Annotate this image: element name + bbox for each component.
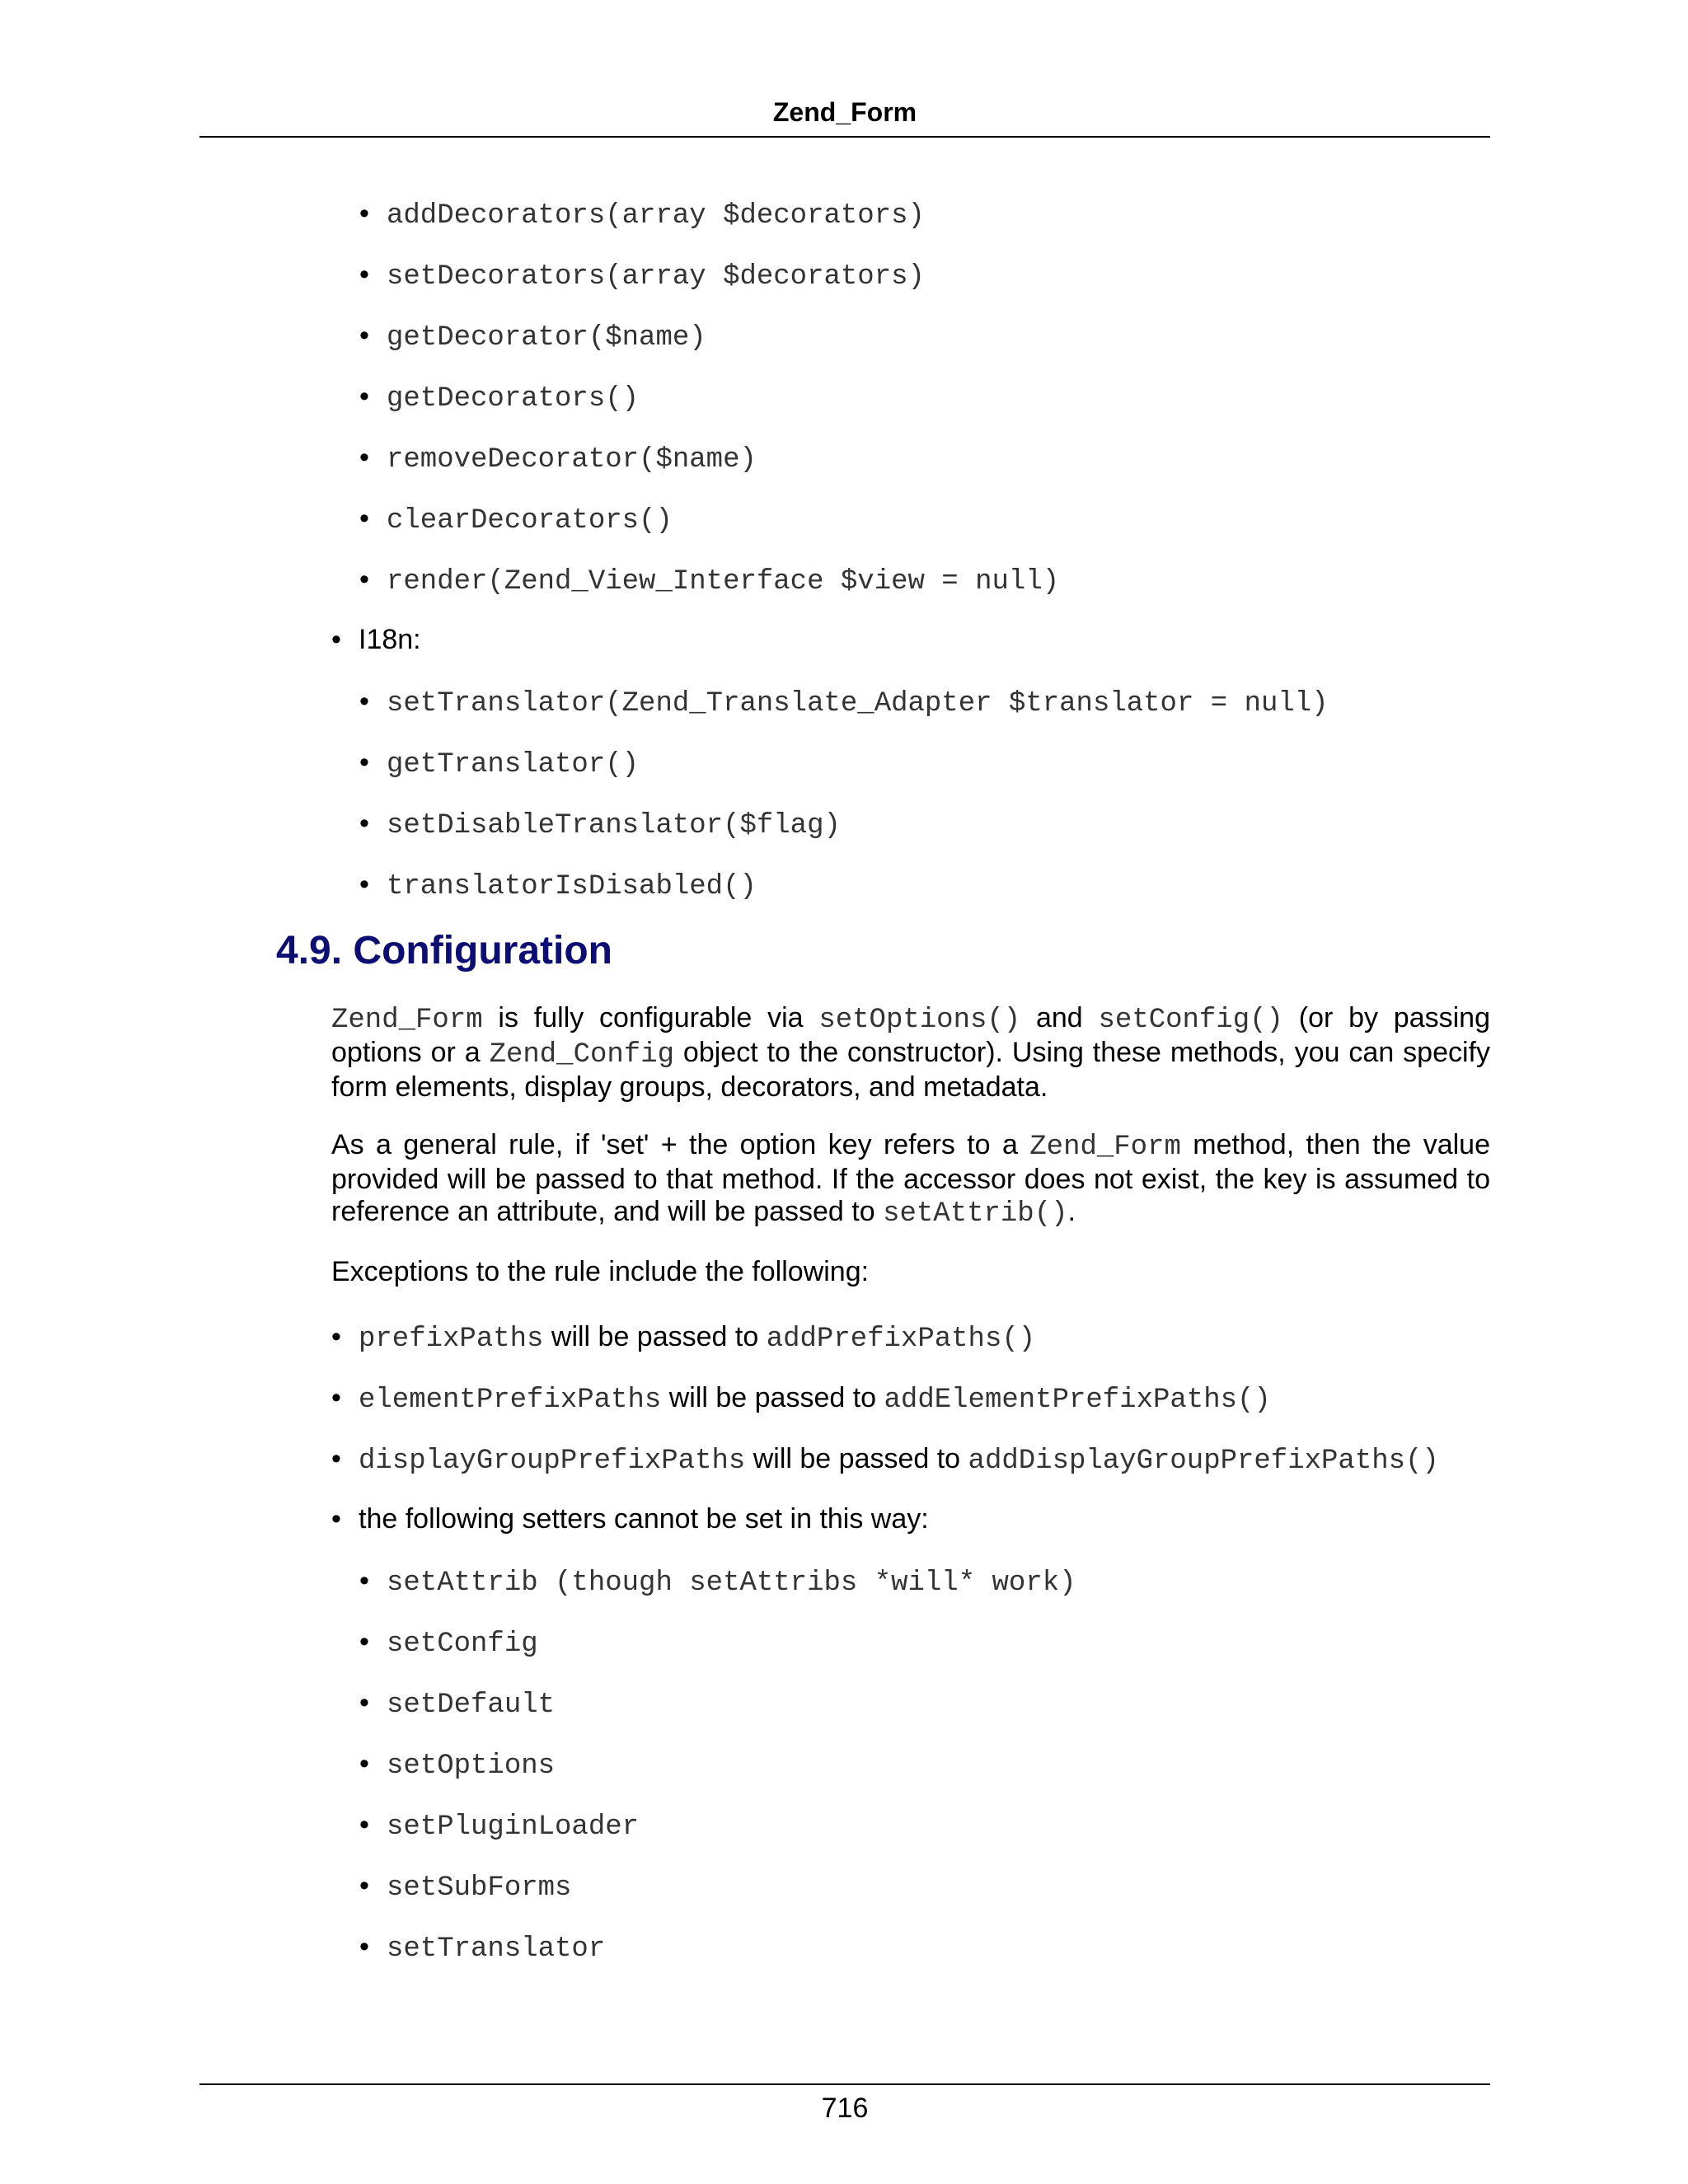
- method-name: setDisableTranslator($flag): [387, 810, 841, 841]
- list-item: [359, 194, 925, 236]
- list-item: [359, 804, 841, 846]
- section-title: 4.9. Configuration: [276, 929, 612, 972]
- list-item: [359, 1744, 556, 1786]
- bullet: •: [359, 747, 369, 778]
- header-rule: [199, 136, 1490, 138]
- text: .: [1067, 1196, 1076, 1227]
- method-name: addElementPrefixPaths(): [884, 1385, 1271, 1416]
- footer-rule: [199, 2083, 1490, 2085]
- bullet: •: [331, 624, 341, 655]
- bullet: •: [359, 381, 369, 412]
- list-item: [331, 1499, 929, 1539]
- list-item: [359, 865, 757, 907]
- text: (or by passing options or a: [331, 1002, 1490, 1068]
- list-item: [359, 499, 673, 541]
- option-key: elementPrefixPaths: [359, 1385, 662, 1416]
- bullet: •: [359, 503, 369, 534]
- inline-code: setConfig(): [1098, 1005, 1283, 1036]
- method-name: addDecorators(array $decorators): [387, 200, 925, 232]
- list-item: [359, 682, 1329, 724]
- bullet: •: [359, 442, 369, 473]
- list-item: [359, 1561, 1076, 1603]
- bullet: •: [359, 564, 369, 595]
- i18n-label: I18n:: [359, 624, 421, 655]
- text: the following setters cannot be set in this way:: [359, 1503, 929, 1535]
- paragraph: [331, 1002, 1490, 1104]
- list-item: [331, 1317, 1036, 1359]
- bullet: •: [359, 198, 369, 229]
- option-key: displayGroupPrefixPaths: [359, 1446, 746, 1477]
- text: object to the constructor). Using these methods, you can specify form elements, display groups, decorators, and metadata.: [331, 1037, 1490, 1103]
- list-item: [359, 560, 1060, 602]
- list-item: [359, 1805, 640, 1847]
- text: will be passed to: [745, 1443, 968, 1474]
- setter-name: setOptions: [387, 1750, 556, 1782]
- method-name: setDecorators(array $decorators): [387, 261, 925, 293]
- inline-code: Zend_Form: [1029, 1132, 1181, 1163]
- method-name: getTranslator(): [387, 749, 640, 780]
- list-item: [359, 316, 706, 358]
- method-name: clearDecorators(): [387, 505, 673, 537]
- list-item: [359, 255, 925, 297]
- method-name: setTranslator(Zend_Translate_Adapter $translator = null): [387, 688, 1329, 719]
- method-name: render(Zend_View_Interface $view = null): [387, 566, 1060, 598]
- bullet: •: [359, 1809, 369, 1840]
- method-name: getDecorators(): [387, 383, 640, 415]
- bullet: •: [359, 259, 369, 290]
- text: is fully configurable via: [482, 1002, 819, 1033]
- inline-code: Zend_Config: [489, 1039, 674, 1071]
- text: and: [1020, 1002, 1099, 1033]
- method-name: getDecorator($name): [387, 322, 706, 354]
- setter-name: setPluginLoader: [387, 1811, 640, 1843]
- method-name: addDisplayGroupPrefixPaths(): [968, 1446, 1439, 1477]
- bullet: •: [359, 1687, 369, 1718]
- inline-code: setOptions(): [818, 1005, 1021, 1036]
- bullet: •: [331, 1382, 341, 1413]
- list-item: [359, 743, 640, 785]
- text: will be passed to: [543, 1321, 767, 1352]
- option-key: prefixPaths: [359, 1324, 544, 1355]
- text: will be passed to: [661, 1382, 884, 1413]
- bullet: •: [331, 1321, 341, 1352]
- setter-name: setAttrib (though setAttribs *will* work): [387, 1568, 1076, 1599]
- list-item: [359, 1927, 606, 1969]
- running-header: Zend_Form: [772, 97, 917, 127]
- list-item: [359, 1866, 572, 1908]
- setter-name: setDefault: [387, 1690, 556, 1721]
- text: method, then the value provided will be passed to that method. If the accessor does not exist, the key is assumed to reference an attribute, and will be passed to: [331, 1129, 1490, 1227]
- bullet: •: [359, 869, 369, 900]
- paragraph: [331, 1129, 1490, 1230]
- list-item: [359, 1622, 538, 1664]
- bullet: •: [359, 1870, 369, 1901]
- setter-name: setConfig: [387, 1629, 538, 1660]
- text: As a general rule, if 'set' + the option key refers to a: [331, 1129, 1030, 1160]
- setter-name: setTranslator: [387, 1933, 606, 1965]
- method-name: removeDecorator($name): [387, 444, 757, 476]
- bullet: •: [331, 1503, 341, 1535]
- method-name: addPrefixPaths(): [766, 1324, 1036, 1355]
- bullet: •: [359, 1626, 369, 1657]
- bullet: •: [331, 1443, 341, 1474]
- method-name: translatorIsDisabled(): [387, 871, 757, 902]
- page-number: 716: [821, 2093, 869, 2124]
- list-item: [359, 377, 640, 419]
- inline-code: setAttrib(): [883, 1198, 1068, 1230]
- list-item: [359, 438, 757, 480]
- bullet: •: [359, 320, 369, 351]
- bullet: •: [359, 686, 369, 717]
- list-item: [331, 1378, 1271, 1420]
- bullet: •: [359, 1931, 369, 1962]
- inline-code: Zend_Form: [331, 1005, 483, 1036]
- paragraph: Exceptions to the rule include the following:: [331, 1256, 870, 1287]
- list-item: [359, 1683, 556, 1725]
- bullet: •: [359, 1748, 369, 1779]
- list-item-i18n: [331, 620, 421, 659]
- bullet: •: [359, 808, 369, 839]
- list-item: [331, 1439, 1439, 1481]
- setter-name: setSubForms: [387, 1872, 572, 1904]
- bullet: •: [359, 1565, 369, 1596]
